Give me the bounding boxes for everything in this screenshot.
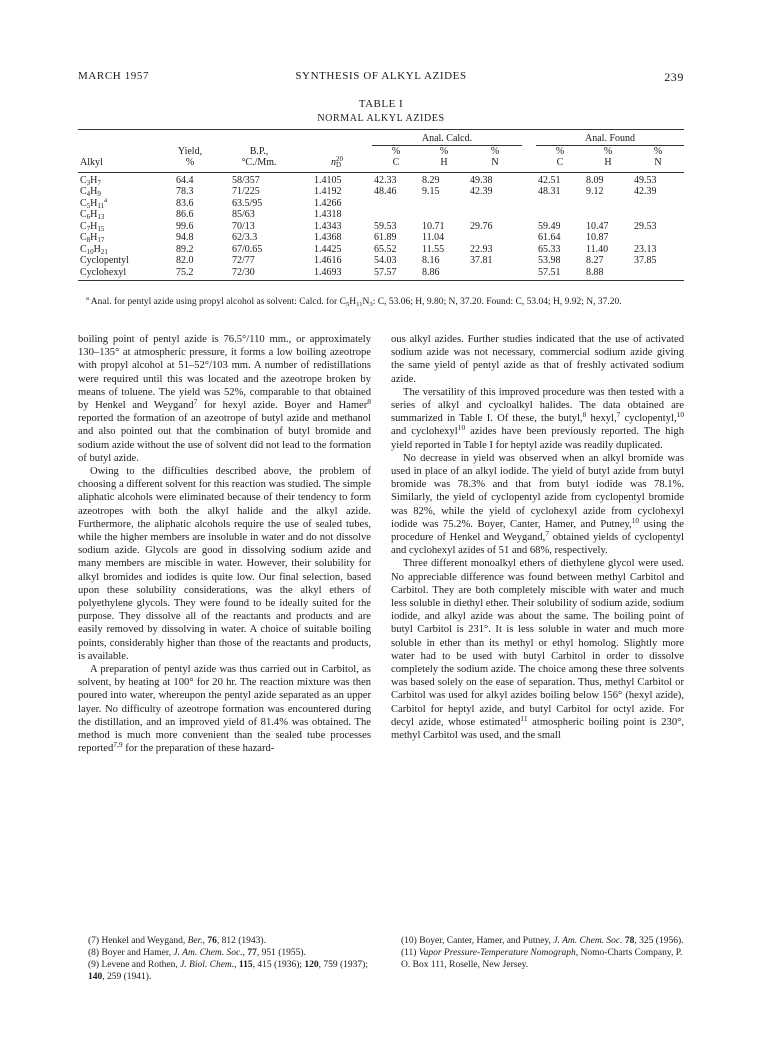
cell-found-h bbox=[584, 198, 632, 210]
cell-yield: 89.2 bbox=[176, 243, 194, 255]
cell-yield: 64.4 bbox=[176, 174, 194, 186]
running-head bbox=[78, 70, 684, 86]
cell-calc-c: 57.57 bbox=[372, 267, 420, 281]
cell-alkyl: $C_7H_{15}$ bbox=[80, 220, 105, 233]
references-left bbox=[78, 935, 371, 983]
header-anal-found: Anal. Found bbox=[536, 130, 684, 145]
cell-found-n: 49.53 bbox=[634, 174, 657, 186]
paragraph: The versatility of this improved procedure was then tested with a series of alkyl and cycloalkyl halides. The data obtained are summarized in Table I. Of these, the butyl,$^8$ hexyl,$^7$ cyclopentyl,$^{10}$ and cyclohexyl$^{10}$ azides have been previously reported. The high yield reported in Table I for heptyl azide was readily duplicated. bbox=[391, 386, 685, 451]
cell-calc-h bbox=[420, 209, 468, 221]
cell-nd: 1.4616 bbox=[314, 255, 342, 266]
page-number: 239 bbox=[664, 70, 684, 84]
body-column-right bbox=[391, 333, 684, 742]
cell-alkyl: $C_4H_9$ bbox=[80, 186, 101, 198]
cell-calc-c bbox=[372, 209, 420, 221]
reference-11: (11) Vapor Pressure-Temperature Nomograph, Nomo-Charts Company, P. O. Box 111, Roselle, New Jersey. bbox=[401, 948, 683, 970]
table-row bbox=[78, 198, 684, 210]
reference-10: (10) Boyer, Canter, Hamer, and Putney, J. Am. Chem. Soc. 78, 325 (1956). bbox=[401, 936, 684, 946]
cell-nd: 1.4368 bbox=[314, 232, 342, 243]
cell-alkyl: $C_{10}H_{21}$ bbox=[80, 243, 108, 256]
cell-alkyl: $C_6H_{13}$ bbox=[80, 209, 105, 221]
cell-found-n bbox=[632, 198, 684, 210]
cell-calc-h: 10.71 bbox=[422, 220, 445, 232]
paragraph: boiling point of pentyl azide is 76.5°/110 mm., or approximately 130–135° at atmospheric pressure, it forms a low boiling azeotrope with propyl alcohol at 51–52°/103 mm. A number of redistillations were required until this was located and the azeotrope broken by means of toluene. The yield was 52%, comparable to that obtained by Henkel and Weygand$^7$ for hexyl azide. Boyer and Hamer$^8$ reported the formation of an azeotrope of butyl azide and methanol and also pointed out that the combination of butyl bromide and sodium azide without the use of solvent did not lead to the formation of butyl azide. bbox=[78, 334, 371, 464]
paragraph: A preparation of pentyl azide was thus carried out in Carbitol, as solvent, by heating at 100° for 20 hr. The reaction mixture was then poured into water, whereupon the pentyl azide separated as an upper layer. No difficulty of azeotrope formation was encountered during the distillation, and an improved yield of 81.4% was obtained. The method is much more convenient than the sealed tube processes reported$^{7,9}$ for the preparation of these hazard- bbox=[78, 664, 371, 755]
table-subtitle: NORMAL ALKYL AZIDES bbox=[317, 113, 445, 124]
cell-calc-c: 54.03 bbox=[374, 255, 397, 266]
cell-found-c: 57.51 bbox=[536, 267, 584, 281]
cell-nd: 1.4105 bbox=[314, 174, 342, 186]
cell-alkyl: $C_5H_{11}^a$ bbox=[80, 195, 108, 210]
cell-found-c: 65.33 bbox=[538, 243, 561, 255]
cell-calc-c: 61.89 bbox=[374, 232, 397, 243]
cell-bp: 62/3.3 bbox=[232, 232, 258, 243]
cell-found-c: 48.31 bbox=[538, 186, 561, 197]
cell-found-c bbox=[536, 198, 584, 210]
cell-found-n: 37.85 bbox=[634, 255, 657, 266]
cell-calc-h: 11.04 bbox=[422, 232, 445, 243]
cell-calc-h: 11.55 bbox=[422, 243, 445, 255]
table-group-header-row bbox=[78, 130, 684, 145]
cell-found-c: 53.98 bbox=[538, 255, 561, 266]
table-header-row bbox=[78, 145, 684, 172]
header-refractive-index: $n^{20}_D$ bbox=[300, 145, 372, 172]
paragraph: Owing to the difficulties described above, the problem of choosing a different solvent for this reaction was studied. The simple aliphatic alcohols were eliminated because of their tendency to form azeotropes with both the alkyl halide and the alkyl azide. Furthermore, the aliphatic alcohols require the use of sealed tubes, while the higher members are insoluble in water and do not dissolve sodium azide. Glycols are good in dissolving sodium azide and many members are miscible in water. However, their solubility for alkyl bromides and iodides is quite low. Our final selection, based upon these solubility considerations, was the alkyl ethers of polyethylene glycols. They were found to be ideally suited for the purpose. They dissolve all of the reactants and products and are easily removed by dissolving in water. A choice of suitable boiling points, considerably higher than those of the reactants and products, is available. bbox=[78, 466, 371, 662]
cell-nd: 1.4425 bbox=[314, 243, 342, 255]
cell-bp: 72/30 bbox=[218, 267, 300, 281]
references-right bbox=[391, 935, 684, 971]
cell-calc-c: 48.46 bbox=[374, 186, 397, 197]
cell-nd: 1.4266 bbox=[314, 197, 342, 209]
cell-found-h: 8.88 bbox=[584, 267, 632, 281]
cell-calc-c: 65.52 bbox=[374, 243, 397, 255]
header-found-n: % N bbox=[632, 145, 684, 172]
normal-alkyl-azides-table bbox=[78, 129, 684, 281]
cell-yield: 94.8 bbox=[176, 232, 194, 243]
paragraph: Three different monoalkyl ethers of diethylene glycol were used. No appreciable difference was found between methyl Carbitol and Carbitol. They are both completely miscible with water and much less soluble in diethyl ether. Their solubility of sodium azide, sodium iodide, and alkyl azide was about the same. The boiling point of butyl Carbitol is 231°. It is less soluble in water and much more soluble in ether than its methyl or ethyl homolog. Slightly more water had to be used with butyl Carbitol in order to dissolve completely the sodium azide. The choice among these three solvents was based solely on the ease of separation. Thus, methyl Carbitol or Carbitol was used for alkyl azides boiling below 156° (hexyl azide), Carbitol for heptyl azide, and butyl Carbitol for octyl azide. For decyl azide, whose estimated$^{11}$ atmospheric boiling point is 230°, methyl Carbitol was used, and the small bbox=[391, 558, 684, 742]
header-calc-c: % C bbox=[372, 145, 420, 172]
header-yield: Yield, % bbox=[162, 145, 218, 172]
cell-calc-n: 37.81 bbox=[470, 255, 493, 266]
cell-bp: 63.5/95 bbox=[232, 197, 263, 209]
cell-alkyl: Cyclohexyl bbox=[78, 267, 162, 281]
cell-calc-n bbox=[468, 198, 522, 210]
cell-nd: 1.4693 bbox=[300, 267, 372, 281]
cell-found-h: 11.40 bbox=[586, 243, 609, 255]
header-found-h: % H bbox=[584, 145, 632, 172]
header-bp: B.P., °C./Mm. bbox=[218, 145, 300, 172]
cell-bp: 58/357 bbox=[232, 174, 260, 186]
cell-found-n: 42.39 bbox=[634, 186, 657, 197]
cell-calc-n: 49.38 bbox=[470, 174, 493, 186]
cell-calc-n: 42.39 bbox=[470, 186, 493, 197]
reference-8: (8) Boyer and Hamer, J. Am. Chem. Soc., 77, 951 (1955). bbox=[88, 948, 306, 958]
cell-bp: 85/63 bbox=[232, 209, 255, 220]
cell-calc-n bbox=[468, 232, 522, 244]
table-title: TABLE I bbox=[358, 98, 404, 110]
cell-found-n bbox=[632, 267, 684, 281]
cell-found-c bbox=[536, 209, 584, 221]
cell-alkyl: Cyclopentyl bbox=[80, 255, 129, 266]
cell-found-h: 8.27 bbox=[586, 255, 604, 266]
cell-calc-h: 9.15 bbox=[422, 186, 440, 197]
cell-found-c: 42.51 bbox=[538, 174, 561, 186]
cell-bp: 70/13 bbox=[232, 220, 255, 232]
cell-bp: 71/225 bbox=[232, 186, 260, 197]
cell-calc-n bbox=[468, 267, 522, 281]
cell-calc-h: 8.86 bbox=[420, 267, 468, 281]
article-running-title: SYNTHESIS OF ALKYL AZIDES bbox=[295, 70, 467, 82]
table-row bbox=[78, 209, 684, 221]
cell-found-n: 23.13 bbox=[634, 243, 657, 255]
cell-nd: 1.4318 bbox=[314, 209, 342, 220]
cell-alkyl: $C_3H_7$ bbox=[80, 174, 101, 187]
cell-yield: 99.6 bbox=[176, 220, 194, 232]
cell-found-h bbox=[584, 209, 632, 221]
cell-found-n: 29.53 bbox=[634, 220, 657, 232]
table-row bbox=[78, 172, 684, 186]
body-column-left bbox=[78, 333, 371, 756]
issue-date: MARCH 1957 bbox=[78, 70, 150, 82]
cell-found-c: 61.64 bbox=[538, 232, 561, 243]
header-alkyl: Alkyl bbox=[78, 145, 162, 172]
paragraph: No decrease in yield was observed when an alkyl bromide was used in place of an alkyl iodide. The yield of butyl azide from butyl bromide was 78.3% and that from butyl iodide was 78.1%. Similarly, the yield of cyclopentyl azide from cyclopentyl bromide was 82%, while the yield of cyclohexyl azide from cyclohexyl iodide was 75.2%. Boyer, Canter, Hamer, and Putney,$^{10}$ using the procedure of Henkel and Weygand,$^7$ obtained yields of cyclopentyl and cyclohexyl azides of 51 and 68%, respectively. bbox=[391, 452, 685, 557]
cell-found-h: 8.09 bbox=[586, 174, 604, 186]
cell-calc-h bbox=[420, 198, 468, 210]
cell-found-n bbox=[632, 209, 684, 221]
cell-found-h: 10.87 bbox=[586, 232, 609, 243]
table-row bbox=[78, 244, 684, 256]
cell-calc-n bbox=[468, 209, 522, 221]
cell-nd: 1.4192 bbox=[314, 186, 342, 197]
table-row bbox=[78, 255, 684, 267]
cell-calc-c: 59.53 bbox=[374, 220, 397, 232]
cell-yield: 82.0 bbox=[176, 255, 194, 266]
cell-bp: 72/77 bbox=[232, 255, 255, 266]
table-footnote: $^a$ Anal. for pentyl azide using propyl alcohol as solvent: Calcd. for $C_5H_{11}N_3$: C, 53.06; H, 9.80; N, 37.20. Found: C, 53.04; H, 9.92; N, 37.20. bbox=[86, 295, 622, 308]
cell-found-h: 9.12 bbox=[586, 186, 604, 197]
header-anal-calcd: Anal. Calcd. bbox=[372, 130, 522, 145]
header-calc-h: % H bbox=[420, 145, 468, 172]
cell-found-c: 59.49 bbox=[538, 220, 561, 232]
cell-alkyl: $C_8H_{17}$ bbox=[80, 232, 105, 244]
cell-yield: 83.6 bbox=[176, 197, 194, 209]
cell-yield: 75.2 bbox=[162, 267, 218, 281]
cell-calc-n: 22.93 bbox=[470, 243, 493, 255]
table-row bbox=[78, 186, 684, 198]
reference-9: (9) Levene and Rothen, J. Biol. Chem., 115, 415 (1936); 120, 759 (1937); 140, 259 (1941). bbox=[88, 960, 368, 982]
cell-bp: 67/0.65 bbox=[232, 243, 263, 255]
cell-calc-h: 8.16 bbox=[422, 255, 440, 266]
table-row bbox=[78, 267, 684, 281]
cell-calc-n: 29.76 bbox=[470, 220, 493, 232]
table-row bbox=[78, 232, 684, 244]
paragraph: ous alkyl azides. Further studies indicated that the use of activated sodium azide was not necessary, commercial sodium azide giving the same yield of pentyl azide as that of freshly activated sodium azide. bbox=[391, 334, 684, 385]
cell-yield: 86.6 bbox=[176, 209, 194, 220]
cell-calc-c bbox=[372, 198, 420, 210]
cell-yield: 78.3 bbox=[176, 186, 194, 197]
table-row bbox=[78, 221, 684, 233]
cell-found-n bbox=[632, 232, 684, 244]
header-found-c: % C bbox=[536, 145, 584, 172]
cell-calc-c: 42.33 bbox=[374, 174, 397, 186]
header-calc-n: % N bbox=[468, 145, 522, 172]
reference-7: (7) Henkel and Weygand, Ber., 76, 812 (1943). bbox=[88, 936, 266, 946]
cell-found-h: 10.47 bbox=[586, 220, 609, 232]
cell-calc-h: 8.29 bbox=[422, 174, 440, 186]
cell-nd: 1.4343 bbox=[314, 220, 342, 232]
